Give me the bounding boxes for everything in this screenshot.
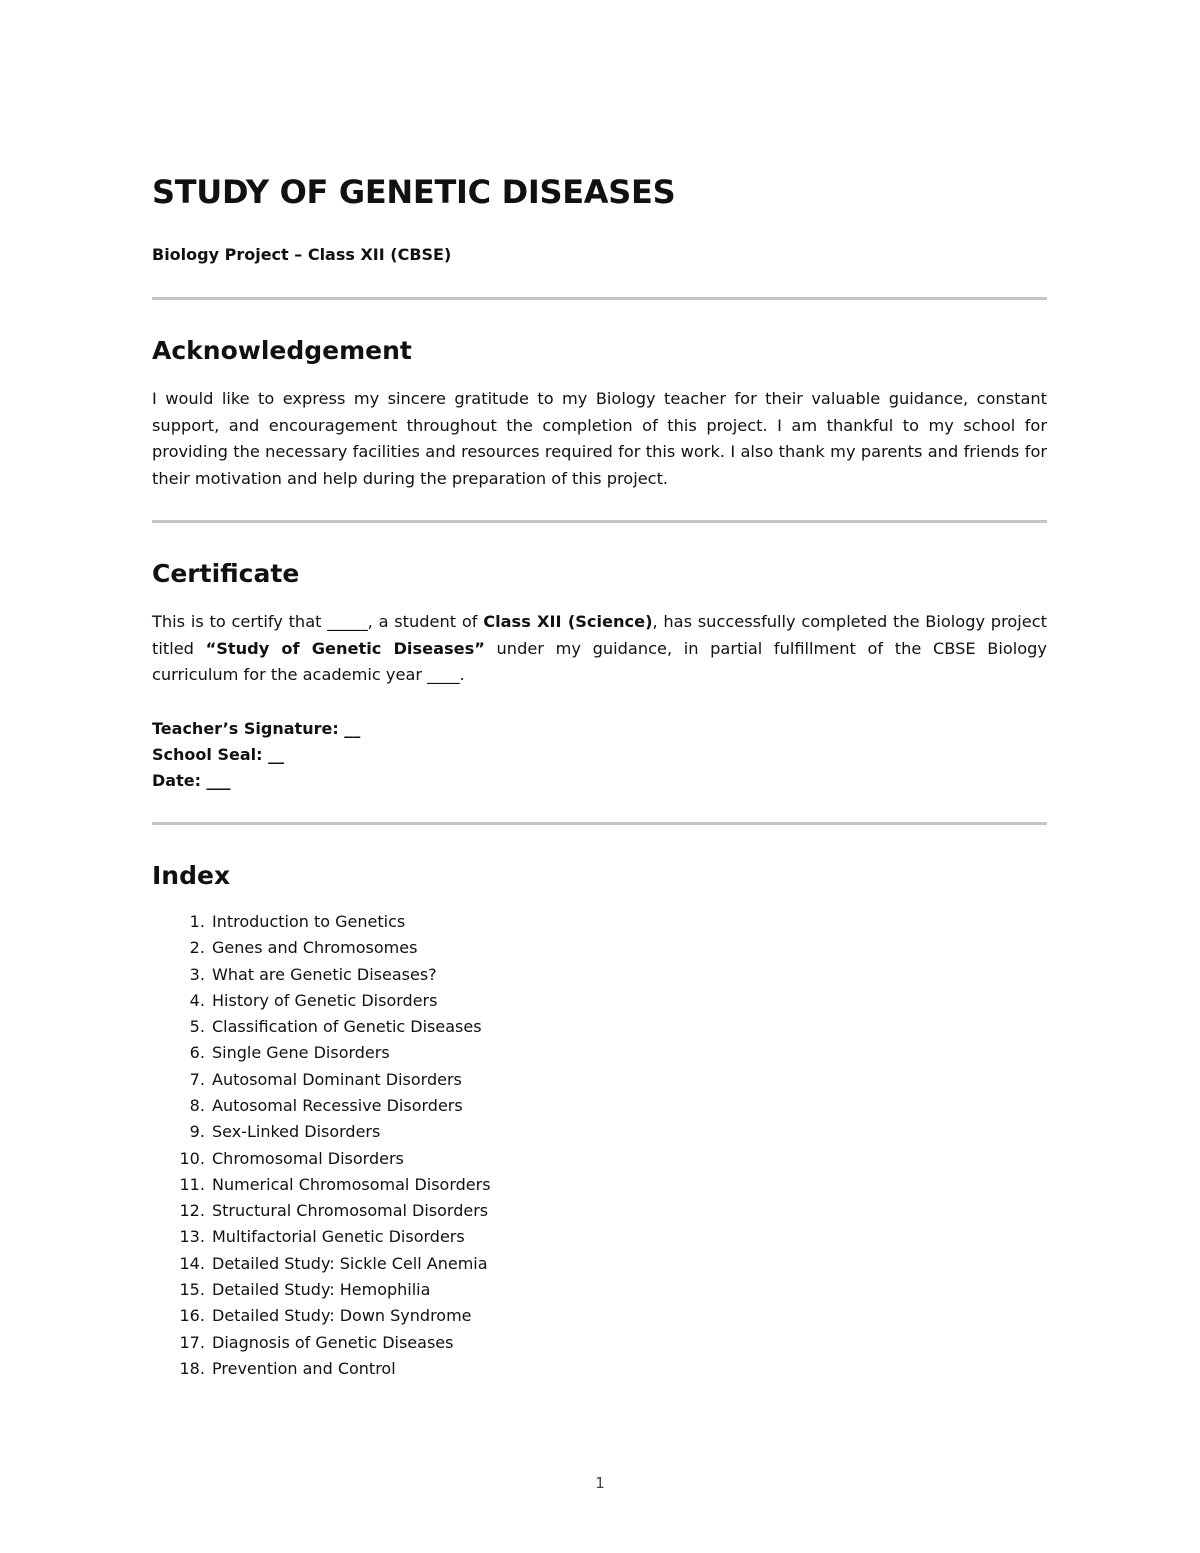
page-number: 1: [595, 1474, 605, 1492]
index-item: 2. Genes and Chromosomes: [210, 935, 1047, 961]
index-item: 9. Sex-Linked Disorders: [210, 1119, 1047, 1145]
index-item: 8. Autosomal Recessive Disorders: [210, 1093, 1047, 1119]
index-item: 12. Structural Chromosomal Disorders: [210, 1198, 1047, 1224]
divider: [152, 822, 1047, 825]
certificate-text-part3: under my guidance, in partial fulfillment of the CBSE Biology curriculum for the academic year ____.: [152, 638, 1047, 685]
certificate-date: Date: ___: [152, 770, 231, 790]
document-page: [152, 170, 1047, 1382]
index-heading: Index: [152, 860, 231, 890]
index-item: 7. Autosomal Dominant Disorders: [210, 1067, 1047, 1093]
document-title: STUDY OF GENETIC DISEASES: [152, 173, 676, 211]
certificate-text: [152, 609, 1047, 689]
index-item: 11. Numerical Chromosomal Disorders: [210, 1172, 1047, 1198]
signature-block: [152, 716, 1047, 794]
acknowledgement-heading: Acknowledgement: [152, 336, 412, 365]
index-item: 13. Multifactorial Genetic Disorders: [210, 1224, 1047, 1250]
index-item: 14. Detailed Study: Sickle Cell Anemia: [210, 1251, 1047, 1277]
certificate-text-part2: , has successfully completed the Biology project titled: [152, 611, 1047, 658]
divider: [152, 520, 1047, 523]
index-item: 10. Chromosomal Disorders: [210, 1146, 1047, 1172]
index-item: 1. Introduction to Genetics: [210, 909, 1047, 935]
certificate-heading: Certificate: [152, 558, 300, 588]
index-item: 16. Detailed Study: Down Syndrome: [210, 1303, 1047, 1329]
acknowledgement-text: I would like to express my sincere gratitude to my Biology teacher for their valuable guidance, constant support, and encouragement throughout the completion of this project. I am thankful to my school for providing the necessary facilities and resources required for this work. I also thank my parents and friends for their motivation and help during the preparation of this project.: [152, 389, 1047, 489]
document-subtitle: Biology Project – Class XII (CBSE): [152, 245, 452, 264]
index-item: 3. What are Genetic Diseases?: [210, 962, 1047, 988]
divider: [152, 297, 1047, 300]
certificate-text-part1: This is to certify that _____, a student of: [152, 611, 484, 631]
index-item: 5. Classification of Genetic Diseases: [210, 1014, 1047, 1040]
index-item: 18. Prevention and Control: [210, 1356, 1047, 1382]
school-seal: School Seal: __: [152, 744, 285, 764]
index-item: 6. Single Gene Disorders: [210, 1040, 1047, 1066]
index-item: 15. Detailed Study: Hemophilia: [210, 1277, 1047, 1303]
index-item: 4. History of Genetic Disorders: [210, 988, 1047, 1014]
certificate-project-title: “Study of Genetic Diseases”: [205, 638, 485, 658]
index-list: [152, 909, 1047, 1382]
index-item: 17. Diagnosis of Genetic Diseases: [210, 1330, 1047, 1356]
certificate-class: Class XII (Science): [483, 611, 653, 631]
teacher-signature: Teacher’s Signature: __: [152, 718, 361, 738]
